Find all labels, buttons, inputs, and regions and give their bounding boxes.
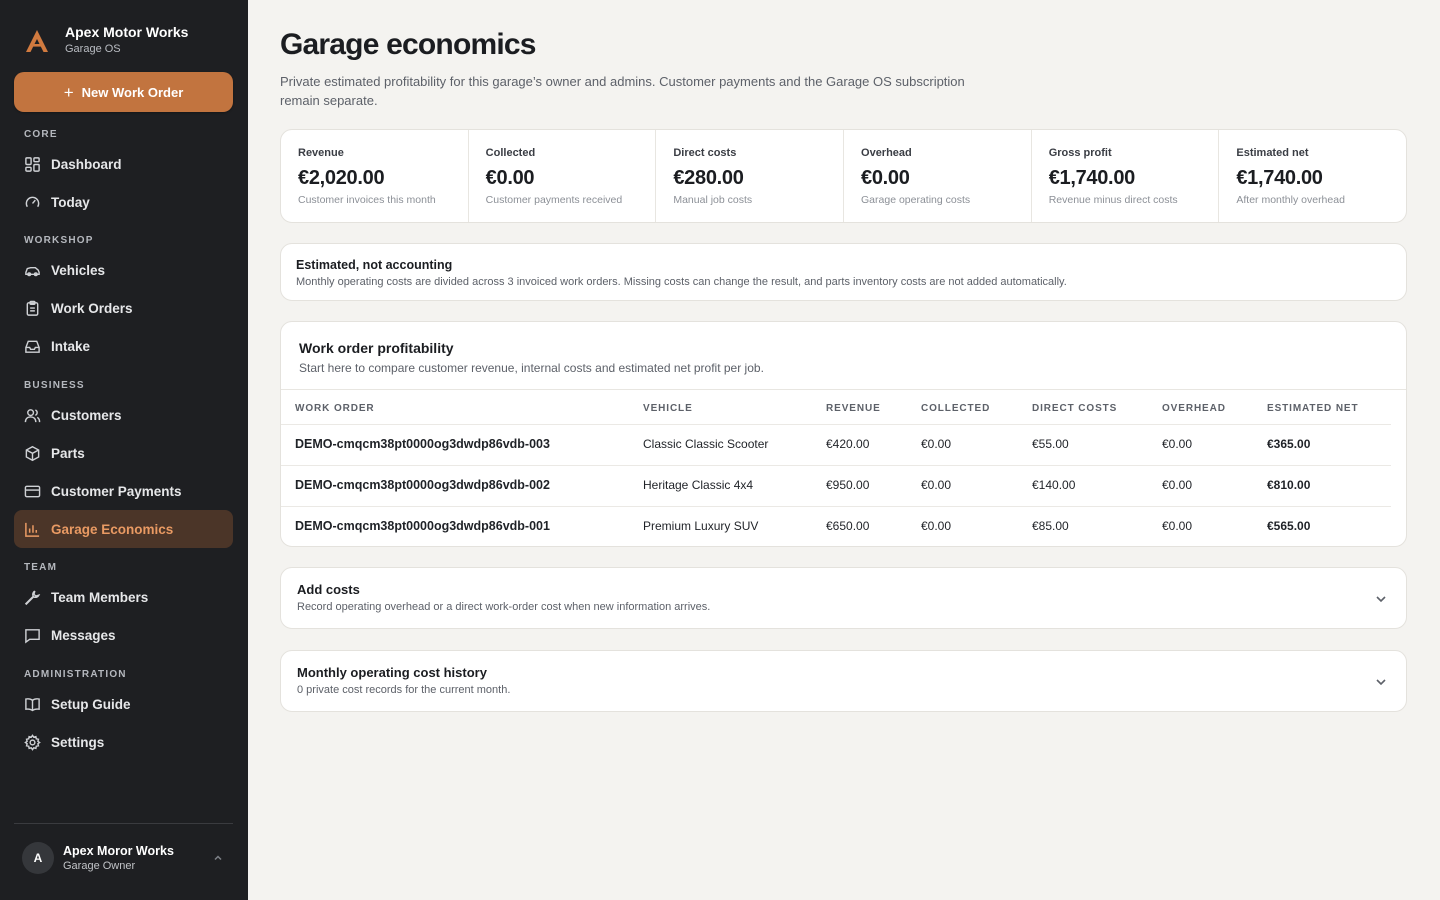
kpi-hint: Customer payments received <box>485 194 623 206</box>
clipboard-icon <box>24 300 41 317</box>
credit-card-icon <box>24 483 41 500</box>
cell-estimated-net: €565.00 <box>1267 519 1311 533</box>
nav-section-administration: ADMINISTRATION <box>24 669 127 680</box>
cell-revenue: €420.00 <box>826 437 870 451</box>
bar-chart-icon <box>24 521 41 538</box>
brand[interactable] <box>24 24 188 56</box>
section-title: Work order profitability <box>299 340 454 356</box>
panel-description: Record operating overhead or a direct work-order cost when new information arrives. <box>297 601 711 613</box>
cell-estimated-net: €365.00 <box>1267 437 1311 451</box>
kpi-value: €280.00 <box>673 167 744 189</box>
sidebar <box>0 0 248 900</box>
kpi-gross-profit <box>1032 130 1220 222</box>
cell-overhead: €0.00 <box>1162 437 1193 451</box>
nav-section-core: CORE <box>24 129 58 140</box>
add-costs-panel[interactable] <box>280 567 1407 629</box>
book-icon <box>24 696 41 713</box>
message-icon <box>24 627 41 644</box>
sidebar-item-label: Customer Payments <box>51 483 182 499</box>
cell-estimated-net: €810.00 <box>1267 478 1311 492</box>
column-header-collected: COLLECTED <box>921 403 991 414</box>
row-divider <box>281 506 1391 507</box>
sidebar-item-garage-economics[interactable] <box>14 510 233 548</box>
kpi-collected <box>469 130 657 222</box>
page-title: Garage economics <box>280 28 536 61</box>
new-work-order-label: New Work Order <box>81 84 184 100</box>
panel-description: 0 private cost records for the current month. <box>297 684 511 696</box>
cell-work-order[interactable]: DEMO-cmqcm38pt0000og3dwdp86vdb-001 <box>295 519 550 533</box>
sidebar-item-vehicles[interactable] <box>14 251 233 289</box>
kpi-label: Revenue <box>298 147 344 159</box>
sidebar-item-label: Dashboard <box>51 156 122 172</box>
users-icon <box>24 407 41 424</box>
sidebar-item-parts[interactable] <box>14 434 233 472</box>
sidebar-item-customer-payments[interactable] <box>14 472 233 510</box>
sidebar-item-customers[interactable] <box>14 396 233 434</box>
sidebar-item-label: Team Members <box>51 589 149 605</box>
cell-work-order[interactable]: DEMO-cmqcm38pt0000og3dwdp86vdb-002 <box>295 478 550 492</box>
cost-history-panel[interactable] <box>280 650 1407 712</box>
column-header-work-order: WORK ORDER <box>295 403 375 414</box>
section-subtitle: Start here to compare customer revenue, internal costs and estimated net profit per job. <box>299 361 764 375</box>
kpi-value: €0.00 <box>485 167 535 189</box>
sidebar-item-messages[interactable] <box>14 616 233 654</box>
kpi-value: €1,740.00 <box>1236 167 1323 189</box>
kpi-label: Estimated net <box>1236 147 1309 159</box>
sidebar-item-setup-guide[interactable] <box>14 685 233 723</box>
panel-title: Add costs <box>297 582 360 597</box>
column-header-vehicle: VEHICLE <box>643 403 693 414</box>
panel-title: Monthly operating cost history <box>297 665 487 680</box>
brand-name: Apex Motor Works <box>65 24 189 40</box>
brand-subtitle: Garage OS <box>65 43 121 55</box>
sidebar-item-today[interactable] <box>14 183 233 221</box>
notice-text: Monthly operating costs are divided across 3 invoiced work orders. Missing costs can change the result, and parts inventory costs are not added automatically. <box>296 276 1067 288</box>
sidebar-item-team-members[interactable] <box>14 578 233 616</box>
kpi-direct-costs <box>656 130 844 222</box>
kpi-hint: Revenue minus direct costs <box>1048 194 1178 206</box>
inbox-icon <box>24 338 41 355</box>
cell-direct-costs: €55.00 <box>1032 437 1069 451</box>
sidebar-item-label: Vehicles <box>51 262 106 278</box>
cell-revenue: €650.00 <box>826 519 870 533</box>
sidebar-item-label: Today <box>51 194 90 210</box>
sidebar-item-label: Messages <box>51 627 116 643</box>
cell-overhead: €0.00 <box>1162 478 1193 492</box>
cell-overhead: €0.00 <box>1162 519 1193 533</box>
kpi-label: Collected <box>485 147 536 159</box>
kpi-hint: Customer invoices this month <box>298 194 436 206</box>
kpi-hint: Garage operating costs <box>861 194 971 206</box>
sidebar-item-label: Settings <box>51 734 105 750</box>
sidebar-item-settings[interactable] <box>14 723 233 761</box>
user-name: Apex Moror Works <box>63 843 174 858</box>
cell-vehicle: Premium Luxury SUV <box>643 519 759 533</box>
chevron-down-icon[interactable] <box>1374 592 1388 606</box>
dashboard-icon <box>24 156 41 173</box>
wrench-icon <box>24 589 41 606</box>
divider <box>281 389 1406 390</box>
nav-section-workshop: WORKSHOP <box>24 235 94 246</box>
column-header-overhead: OVERHEAD <box>1162 403 1226 414</box>
work-order-profitability-card <box>280 321 1407 547</box>
estimate-notice <box>280 243 1407 301</box>
gauge-icon <box>24 194 41 211</box>
chevron-down-icon[interactable] <box>1374 675 1388 689</box>
column-header-direct-costs: DIRECT COSTS <box>1032 403 1118 414</box>
kpi-hint: Manual job costs <box>673 194 753 206</box>
kpi-label: Direct costs <box>673 147 737 159</box>
page-subtitle: Private estimated profitability for this garage’s owner and admins. Customer payments and the Garage OS subscription remain separate. <box>280 74 965 108</box>
cell-direct-costs: €85.00 <box>1032 519 1069 533</box>
row-divider <box>281 424 1391 425</box>
kpi-revenue <box>281 130 469 222</box>
plus-icon: + <box>63 82 74 102</box>
apex-logo-icon <box>24 28 50 54</box>
sidebar-item-label: Intake <box>51 338 91 354</box>
sidebar-item-work-orders[interactable] <box>14 289 233 327</box>
cell-collected: €0.00 <box>921 519 952 533</box>
sidebar-item-label: Parts <box>51 445 85 461</box>
sidebar-item-label: Garage Economics <box>51 521 174 537</box>
cell-collected: €0.00 <box>921 478 952 492</box>
notice-title: Estimated, not accounting <box>296 258 453 272</box>
car-icon <box>24 262 41 279</box>
nav-section-business: BUSINESS <box>24 380 85 391</box>
user-role: Garage Owner <box>63 859 136 872</box>
sidebar-item-dashboard[interactable] <box>14 145 233 183</box>
column-header-revenue: REVENUE <box>826 403 881 414</box>
sidebar-item-label: Work Orders <box>51 300 133 316</box>
cell-vehicle: Classic Classic Scooter <box>643 437 769 451</box>
chevron-up-icon <box>212 852 224 864</box>
kpi-label: Overhead <box>861 147 912 159</box>
kpi-estimated-net <box>1219 130 1406 222</box>
row-divider <box>281 465 1391 466</box>
nav-section-team: TEAM <box>24 562 58 573</box>
sidebar-divider <box>14 823 233 824</box>
cell-collected: €0.00 <box>921 437 952 451</box>
kpi-value: €1,740.00 <box>1048 167 1135 189</box>
new-work-order-button[interactable] <box>14 72 233 112</box>
sidebar-item-label: Setup Guide <box>51 696 131 712</box>
kpi-value: €0.00 <box>861 167 910 189</box>
kpi-value: €2,020.00 <box>298 167 385 189</box>
sidebar-item-label: Customers <box>51 407 122 423</box>
avatar: A <box>22 842 54 874</box>
kpi-label: Gross profit <box>1048 147 1112 159</box>
cell-revenue: €950.00 <box>826 478 870 492</box>
cell-vehicle: Heritage Classic 4x4 <box>643 478 754 492</box>
gear-icon <box>24 734 41 751</box>
kpi-strip <box>280 129 1407 223</box>
sidebar-item-intake[interactable] <box>14 327 233 365</box>
kpi-hint: After monthly overhead <box>1236 194 1345 206</box>
box-icon <box>24 445 41 462</box>
column-header-estimated-net: ESTIMATED NET <box>1267 403 1359 414</box>
cell-direct-costs: €140.00 <box>1032 478 1076 492</box>
kpi-overhead <box>844 130 1032 222</box>
user-menu[interactable] <box>22 842 232 874</box>
cell-work-order[interactable]: DEMO-cmqcm38pt0000og3dwdp86vdb-003 <box>295 437 550 451</box>
